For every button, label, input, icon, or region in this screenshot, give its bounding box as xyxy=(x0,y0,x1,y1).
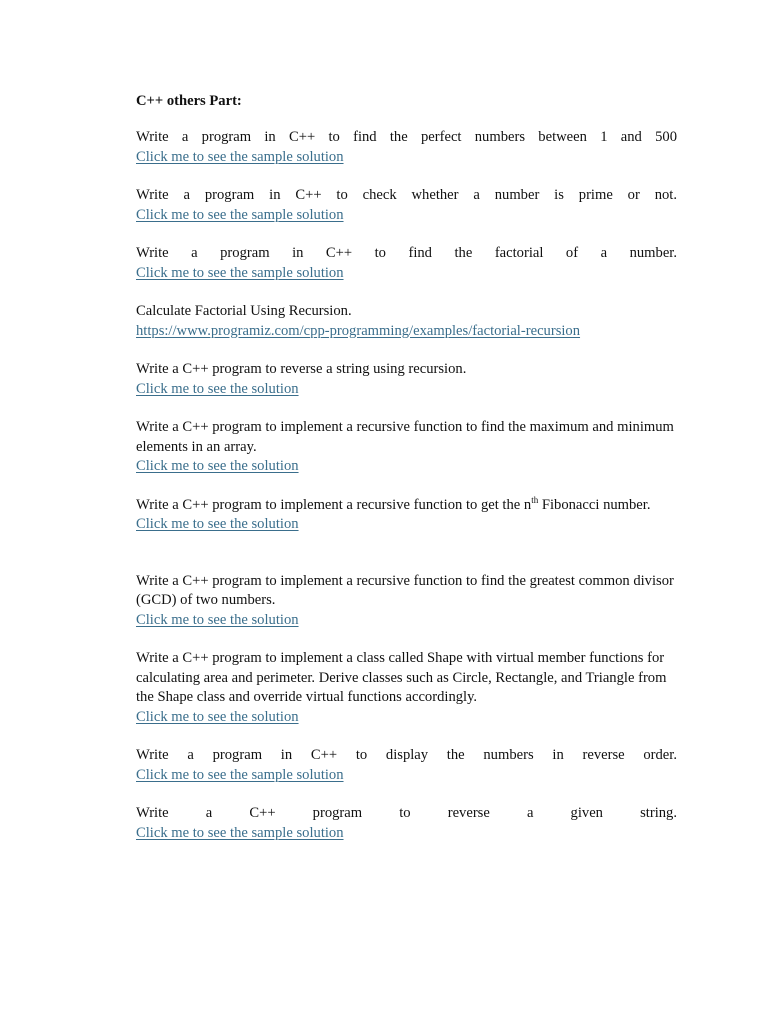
solution-link[interactable]: Click me to see the sample solution xyxy=(136,148,344,165)
exercise-item xyxy=(136,804,677,843)
exercise-question: Write a program in C++ to check whether a number is prime or not. xyxy=(136,187,677,203)
question-text: Fibonacci number. xyxy=(538,496,651,513)
exercise-question: Write a C++ program to implement a recursive function to find the greatest common divisor (GCD) of two numbers. xyxy=(136,572,674,608)
solution-link[interactable]: Click me to see the sample solution xyxy=(136,766,344,783)
exercise-item xyxy=(136,128,677,167)
exercise-question: Write a C++ program to reverse a given string. xyxy=(136,805,677,821)
reference-url-link[interactable]: https://www.programiz.com/cpp-programming/examples/factorial-recursion xyxy=(136,322,581,339)
exercise-question: Calculate Factorial Using Recursion. xyxy=(136,303,352,319)
exercise-question: Write a program in C++ to find the factorial of a number. xyxy=(136,245,677,261)
exercise-question xyxy=(136,496,677,516)
exercise-question: Write a C++ program to implement a recursive function to find the maximum and minimum elements in an array. xyxy=(136,419,674,455)
solution-link[interactable]: Click me to see the solution xyxy=(136,458,299,474)
section-heading: C++ others Part: xyxy=(136,93,242,109)
solution-link[interactable]: Click me to see the solution xyxy=(136,516,299,532)
exercise-item xyxy=(136,360,677,399)
document-content xyxy=(136,90,677,862)
exercise-question: Write a program in C++ to display the numbers in reverse order. xyxy=(136,747,677,763)
solution-link[interactable]: Click me to see the sample solution xyxy=(136,206,344,223)
exercise-question: Write a program in C++ to find the perfect numbers between 1 and 500 xyxy=(136,129,677,145)
solution-link[interactable]: Click me to see the solution xyxy=(136,708,299,725)
exercise-item xyxy=(136,649,677,727)
exercise-item xyxy=(136,302,677,341)
question-text: Write a C++ program to implement a recursive function to get the n xyxy=(136,496,532,513)
exercise-item xyxy=(136,186,677,225)
exercise-item xyxy=(136,572,677,631)
solution-link[interactable]: Click me to see the sample solution xyxy=(136,824,344,841)
exercise-item xyxy=(136,418,677,477)
exercise-question: Write a C++ program to reverse a string using recursion. xyxy=(136,361,467,377)
exercise-item xyxy=(136,244,677,283)
exercise-question: Write a C++ program to implement a class called Shape with virtual member functions for calculating area and perimeter. Derive classes such as Circle, Rectangle, and Triangle from the Shape class and override virtual functions accordingly. xyxy=(136,650,667,705)
exercise-item xyxy=(136,496,677,535)
solution-link[interactable]: Click me to see the solution xyxy=(136,380,299,397)
solution-link[interactable]: Click me to see the sample solution xyxy=(136,264,344,281)
superscript-th: th xyxy=(531,494,539,505)
solution-link[interactable]: Click me to see the solution xyxy=(136,611,299,628)
exercise-item xyxy=(136,746,677,785)
